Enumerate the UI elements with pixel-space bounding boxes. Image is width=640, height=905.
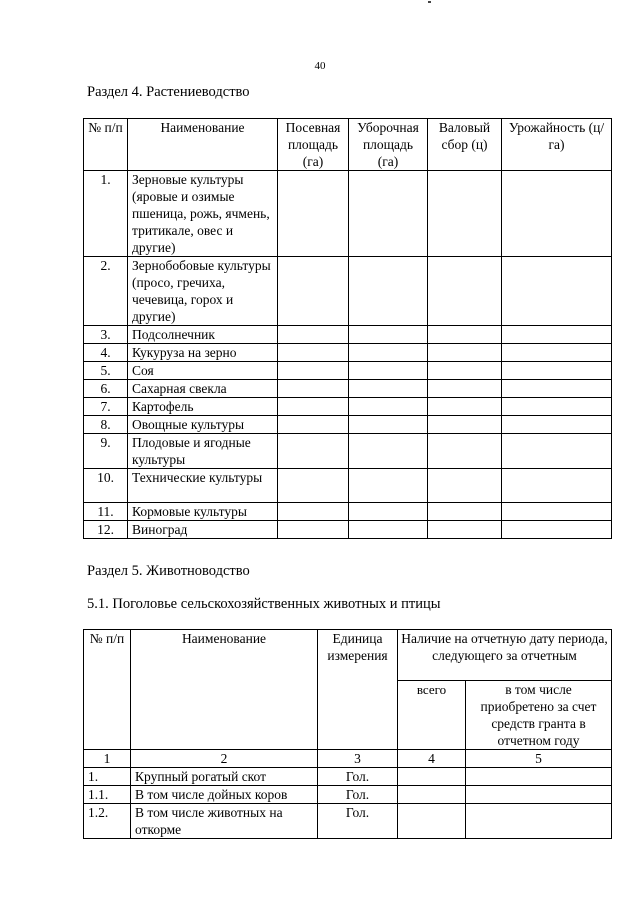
row-number: 5. (84, 362, 128, 380)
row-number: 11. (84, 503, 128, 521)
header-harvested-area: Уборочная площадь (га) (349, 119, 428, 171)
harvested-area-cell[interactable] (349, 326, 428, 344)
grant-cell[interactable] (466, 804, 612, 839)
grant-cell[interactable] (466, 768, 612, 786)
table-row (84, 380, 612, 398)
table-row (84, 257, 612, 326)
yield-cell[interactable] (502, 380, 612, 398)
row-number: 7. (84, 398, 128, 416)
table-row (84, 786, 612, 804)
gross-yield-cell[interactable] (428, 171, 502, 257)
crop-name: Зерновые культуры (яровые и озимые пшеница, рожь, ячмень, тритикале, овес и другие) (128, 171, 278, 257)
section-5-title: Раздел 5. Животноводство (87, 563, 250, 579)
unit-cell: Гол. (318, 768, 398, 786)
harvested-area-cell[interactable] (349, 416, 428, 434)
crop-name: Плодовые и ягодные культуры (128, 434, 278, 469)
yield-cell[interactable] (502, 521, 612, 539)
table-row (84, 768, 612, 786)
row-number: 1.2. (84, 804, 131, 839)
sown-area-cell[interactable] (278, 257, 349, 326)
yield-cell[interactable] (502, 344, 612, 362)
crop-name: Сахарная свекла (128, 380, 278, 398)
table-row (84, 804, 612, 839)
gross-yield-cell[interactable] (428, 344, 502, 362)
section-4-title: Раздел 4. Растениеводство (87, 84, 250, 100)
yield-cell[interactable] (502, 171, 612, 257)
row-number: 1. (84, 171, 128, 257)
crop-name: Картофель (128, 398, 278, 416)
table-row (84, 398, 612, 416)
col-number: 2 (131, 750, 318, 768)
row-number: 1. (84, 768, 131, 786)
gross-yield-cell[interactable] (428, 416, 502, 434)
gross-yield-cell[interactable] (428, 469, 502, 503)
crop-name: Кормовые культуры (128, 503, 278, 521)
header-name: Наименование (128, 119, 278, 171)
header-availability: Наличие на отчетную дату периода, следующего за отчетным (398, 630, 612, 681)
sown-area-cell[interactable] (278, 344, 349, 362)
col-number: 5 (466, 750, 612, 768)
grant-cell[interactable] (466, 786, 612, 804)
header-sown-area: Посевная площадь (га) (278, 119, 349, 171)
row-number: 10. (84, 469, 128, 503)
sown-area-cell[interactable] (278, 521, 349, 539)
table-row (84, 171, 612, 257)
harvested-area-cell[interactable] (349, 398, 428, 416)
total-cell[interactable] (398, 786, 466, 804)
total-cell[interactable] (398, 768, 466, 786)
row-number: 9. (84, 434, 128, 469)
column-number-row (84, 750, 612, 768)
harvested-area-cell[interactable] (349, 469, 428, 503)
header-total: всего (398, 681, 466, 750)
harvested-area-cell[interactable] (349, 362, 428, 380)
harvested-area-cell[interactable] (349, 380, 428, 398)
sown-area-cell[interactable] (278, 416, 349, 434)
table-row (84, 362, 612, 380)
table-row (84, 434, 612, 469)
sown-area-cell[interactable] (278, 326, 349, 344)
livestock-table (83, 629, 612, 839)
table-row (84, 344, 612, 362)
unit-cell: Гол. (318, 804, 398, 839)
gross-yield-cell[interactable] (428, 398, 502, 416)
harvested-area-cell[interactable] (349, 171, 428, 257)
col-number: 1 (84, 750, 131, 768)
yield-cell[interactable] (502, 398, 612, 416)
table-header-row (84, 119, 612, 171)
row-number: 4. (84, 344, 128, 362)
yield-cell[interactable] (502, 362, 612, 380)
header-unit: Единица измерения (318, 630, 398, 750)
scan-speck (428, 1, 431, 3)
row-number: 6. (84, 380, 128, 398)
sown-area-cell[interactable] (278, 362, 349, 380)
livestock-name: В том числе дойных коров (131, 786, 318, 804)
yield-cell[interactable] (502, 469, 612, 503)
row-number: 1.1. (84, 786, 131, 804)
sown-area-cell[interactable] (278, 398, 349, 416)
gross-yield-cell[interactable] (428, 380, 502, 398)
header-gross-yield: Валовый сбор (ц) (428, 119, 502, 171)
livestock-name: В том числе животных на откорме (131, 804, 318, 839)
col-number: 3 (318, 750, 398, 768)
gross-yield-cell[interactable] (428, 257, 502, 326)
col-number: 4 (398, 750, 466, 768)
crop-name: Кукуруза на зерно (128, 344, 278, 362)
sown-area-cell[interactable] (278, 171, 349, 257)
row-number: 8. (84, 416, 128, 434)
sown-area-cell[interactable] (278, 380, 349, 398)
page-number: 40 (314, 60, 326, 72)
sown-area-cell[interactable] (278, 434, 349, 469)
table-row (84, 521, 612, 539)
table-row (84, 469, 612, 503)
sown-area-cell[interactable] (278, 503, 349, 521)
crop-name: Технические культуры (128, 469, 278, 503)
crop-name: Подсолнечник (128, 326, 278, 344)
header-grant: в том числе приобретено за счет средств гранта в отчетном году (466, 681, 612, 750)
crop-name: Виноград (128, 521, 278, 539)
crop-name: Соя (128, 362, 278, 380)
header-num: № п/п (84, 630, 131, 750)
harvested-area-cell[interactable] (349, 521, 428, 539)
row-number: 3. (84, 326, 128, 344)
gross-yield-cell[interactable] (428, 326, 502, 344)
table-row (84, 416, 612, 434)
yield-cell[interactable] (502, 434, 612, 469)
gross-yield-cell[interactable] (428, 362, 502, 380)
yield-cell[interactable] (502, 503, 612, 521)
table-row (84, 503, 612, 521)
crop-name: Зернобобовые культуры (просо, гречиха, чечевица, горох и другие) (128, 257, 278, 326)
row-number: 2. (84, 257, 128, 326)
header-name: Наименование (131, 630, 318, 750)
harvested-area-cell[interactable] (349, 434, 428, 469)
harvested-area-cell[interactable] (349, 257, 428, 326)
header-yield: Урожайность (ц/га) (502, 119, 612, 171)
livestock-name: Крупный рогатый скот (131, 768, 318, 786)
gross-yield-cell[interactable] (428, 521, 502, 539)
row-number: 12. (84, 521, 128, 539)
sown-area-cell[interactable] (278, 469, 349, 503)
gross-yield-cell[interactable] (428, 434, 502, 469)
harvested-area-cell[interactable] (349, 344, 428, 362)
yield-cell[interactable] (502, 257, 612, 326)
table-row (84, 326, 612, 344)
gross-yield-cell[interactable] (428, 503, 502, 521)
header-num: № п/п (84, 119, 128, 171)
crop-production-table (83, 118, 612, 539)
yield-cell[interactable] (502, 416, 612, 434)
crop-name: Овощные культуры (128, 416, 278, 434)
total-cell[interactable] (398, 804, 466, 839)
yield-cell[interactable] (502, 326, 612, 344)
harvested-area-cell[interactable] (349, 503, 428, 521)
unit-cell: Гол. (318, 786, 398, 804)
section-5-1-title: 5.1. Поголовье сельскохозяйственных животных и птицы (87, 596, 441, 612)
